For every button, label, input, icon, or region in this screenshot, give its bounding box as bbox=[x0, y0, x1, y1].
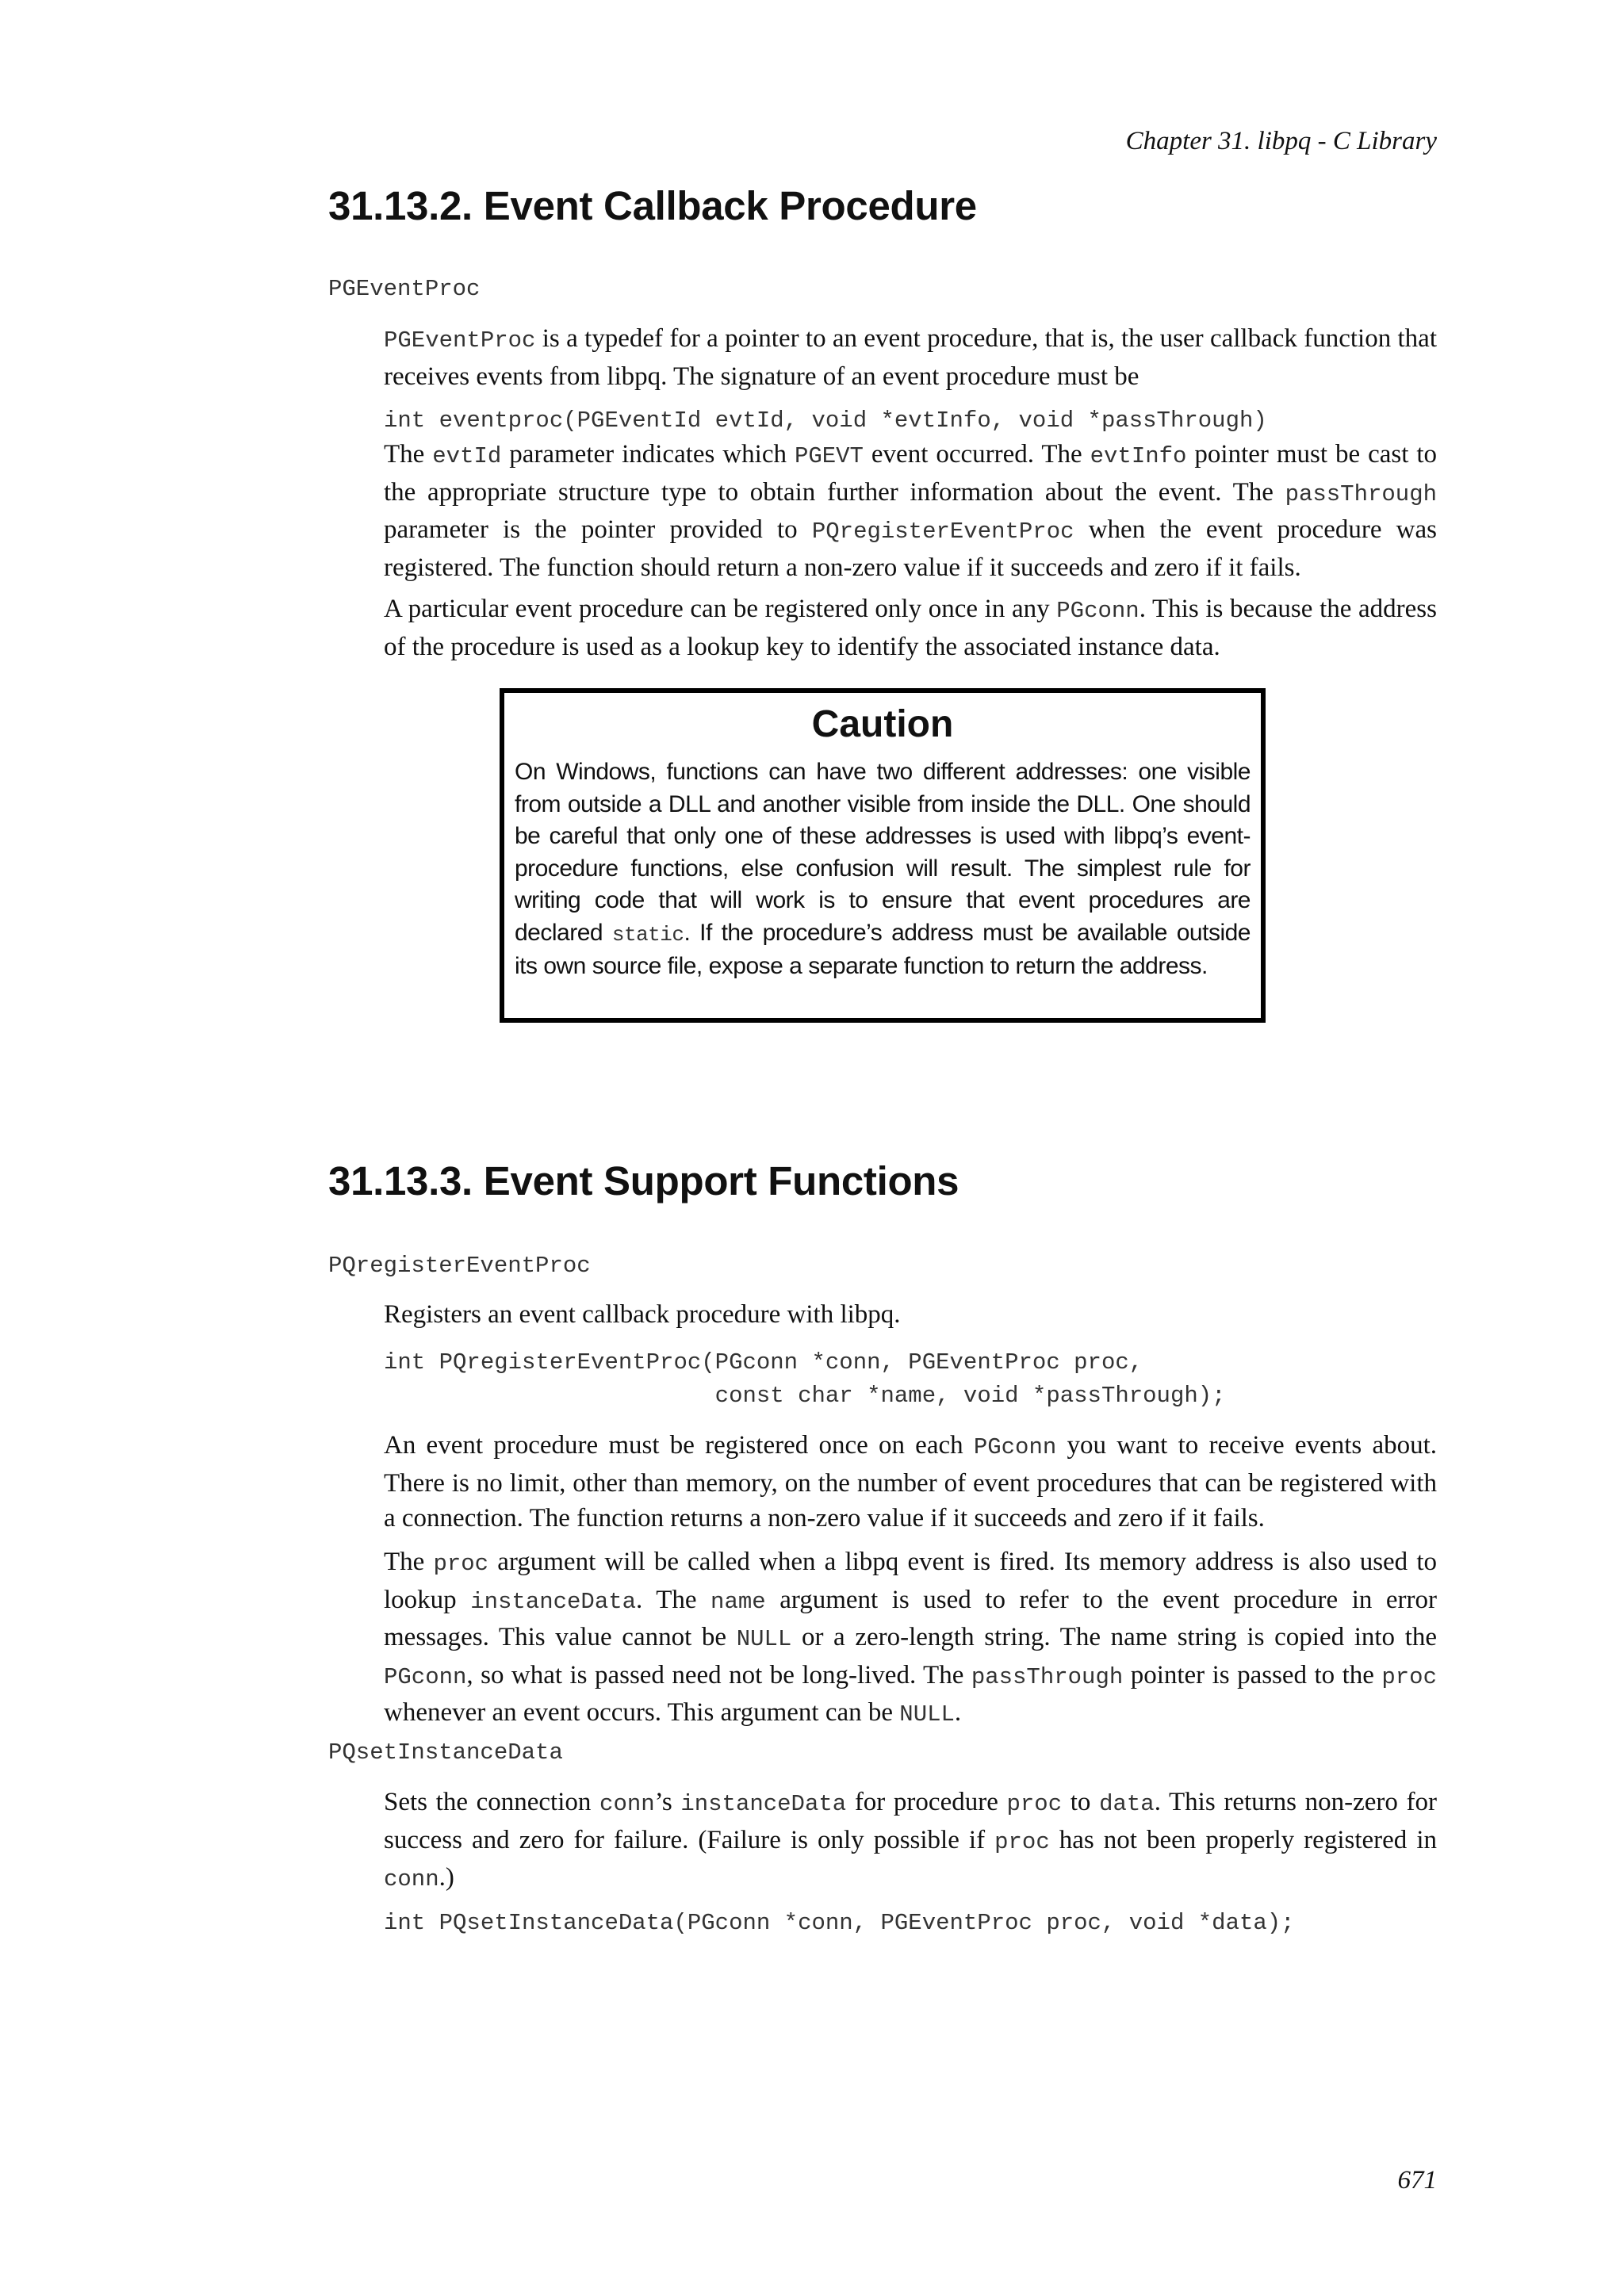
inline-code: PGconn bbox=[384, 1663, 467, 1690]
inline-code: name bbox=[710, 1588, 766, 1615]
inline-code: passThrough bbox=[971, 1663, 1124, 1690]
caution-box bbox=[500, 688, 1266, 1023]
caution-body bbox=[515, 756, 1251, 983]
code-line: int PQregisterEventProc(PGconn *conn, PGEventProc proc, bbox=[384, 1349, 1143, 1376]
inline-code: evtId bbox=[432, 443, 502, 469]
inline-code: passThrough bbox=[1285, 480, 1437, 507]
inline-code: conn bbox=[384, 1866, 439, 1892]
text: On Windows, functions can have two different addresses: one visible from outside a DLL and another visible from inside the DLL. One should be careful that only one of these addresses is used with libpq’s event-procedure functions, else confusion will result. The simplest rule for writing code that will work is to ensure that event procedures are declared bbox=[515, 759, 1251, 946]
text: ’s bbox=[654, 1788, 681, 1816]
inline-code: evtInfo bbox=[1090, 443, 1187, 469]
text: you want to receive events about. There is no limit, other than memory, on the number of event procedures that can be registered with a connection. The function returns a non-zero value if it succeeds and zero if it fails. bbox=[384, 1431, 1438, 1533]
text: pointer is passed to the bbox=[1123, 1660, 1382, 1689]
pqsetinstancedata-signature: int PQsetInstanceData(PGconn *conn, PGEventProc proc, void *data); bbox=[384, 1910, 1295, 1936]
text: argument will be called when a libpq event is fired. Its memory address is also used to lookup bbox=[384, 1548, 1437, 1614]
text: . If the procedure’s address must be available outside its own source file, expose a separate function to return the address. bbox=[515, 919, 1251, 979]
text: whenever an event occurs. This argument can be bbox=[384, 1698, 900, 1727]
inline-code: proc bbox=[994, 1828, 1050, 1855]
inline-code: instanceData bbox=[470, 1588, 637, 1615]
term-pgeventproc: PGEventProc bbox=[328, 276, 481, 302]
text: is a typedef for a pointer to an event procedure, that is, the user callback function that receives events from libpq. The signature of an event procedure must be bbox=[384, 324, 1437, 391]
text: Sets the connection bbox=[384, 1788, 600, 1816]
inline-code: data bbox=[1099, 1791, 1155, 1817]
inline-code: PGconn bbox=[1056, 598, 1139, 624]
inline-code: static bbox=[611, 922, 684, 947]
text: argument is used to refer to the event procedure in error messages. This value cannot be bbox=[384, 1585, 1437, 1651]
text: parameter indicates which bbox=[501, 440, 795, 469]
page-number: 671 bbox=[1397, 2166, 1437, 2195]
text: event occurred. The bbox=[863, 440, 1090, 469]
text: to bbox=[1062, 1788, 1100, 1816]
inline-code: NULL bbox=[736, 1626, 792, 1652]
text: .) bbox=[439, 1863, 454, 1892]
inline-code: instanceData bbox=[680, 1791, 847, 1817]
pqregistereventproc-signature bbox=[384, 1346, 1226, 1413]
section-heading-event-callback: 31.13.2. Event Callback Procedure bbox=[328, 183, 977, 228]
text: for procedure bbox=[846, 1788, 1007, 1816]
inline-code: PGconn bbox=[973, 1434, 1057, 1460]
inline-code: PQregisterEventProc bbox=[811, 519, 1074, 545]
text: or a zero-length string. The name string is copied into the bbox=[791, 1623, 1438, 1651]
inline-code: PGEventProc bbox=[384, 327, 536, 354]
inline-code: proc bbox=[1006, 1791, 1063, 1817]
evtid-description bbox=[384, 437, 1437, 585]
text: pointer must be cast to the appropriate structure type to obtain further information about the event. The bbox=[384, 440, 1437, 507]
text: A particular event procedure can be registered only once in any bbox=[384, 595, 1057, 623]
text: has not been properly registered in bbox=[1049, 1825, 1437, 1854]
text: parameter is the pointer provided to bbox=[384, 515, 812, 544]
caution-title: Caution bbox=[811, 703, 954, 745]
text: . The bbox=[636, 1585, 711, 1614]
pqsetinstancedata-description bbox=[384, 1785, 1437, 1898]
pgeventproc-description bbox=[384, 321, 1437, 394]
term-pqsetinstancedata: PQsetInstanceData bbox=[328, 1739, 563, 1766]
text: An event procedure must be registered once on each bbox=[384, 1431, 974, 1460]
eventproc-signature: int eventproc(PGEventId evtId, void *evtInfo, void *passThrough) bbox=[384, 408, 1267, 434]
proc-argument-description bbox=[384, 1544, 1437, 1733]
text: The bbox=[384, 1548, 434, 1576]
inline-code: conn bbox=[599, 1791, 655, 1817]
running-header: Chapter 31. libpq - C Library bbox=[1125, 127, 1437, 155]
registration-note bbox=[384, 591, 1437, 664]
text: when the event procedure was registered. The function should return a non-zero value if it succeeds and zero if it fails. bbox=[384, 515, 1437, 582]
pqregistereventproc-details bbox=[384, 1428, 1437, 1536]
inline-code: NULL bbox=[899, 1701, 955, 1728]
inline-code: proc bbox=[433, 1551, 489, 1577]
inline-code: proc bbox=[1381, 1663, 1437, 1690]
pqregistereventproc-summary: Registers an event callback procedure with libpq. bbox=[384, 1300, 901, 1329]
term-pqregistereventproc: PQregisterEventProc bbox=[328, 1253, 591, 1279]
code-line: const char *name, void *passThrough); bbox=[384, 1383, 1226, 1409]
text: . This is because the address of the procedure is used as a lookup key to identify the associated instance data. bbox=[384, 595, 1437, 661]
inline-code: PGEVT bbox=[794, 443, 864, 469]
text: . bbox=[954, 1698, 962, 1727]
section-heading-event-support: 31.13.3. Event Support Functions bbox=[328, 1158, 959, 1203]
text: . This returns non-zero for success and zero for failure. (Failure is only possible if bbox=[384, 1788, 1438, 1854]
text: The bbox=[384, 440, 433, 469]
text: , so what is passed need not be long-lived. The bbox=[466, 1660, 971, 1689]
